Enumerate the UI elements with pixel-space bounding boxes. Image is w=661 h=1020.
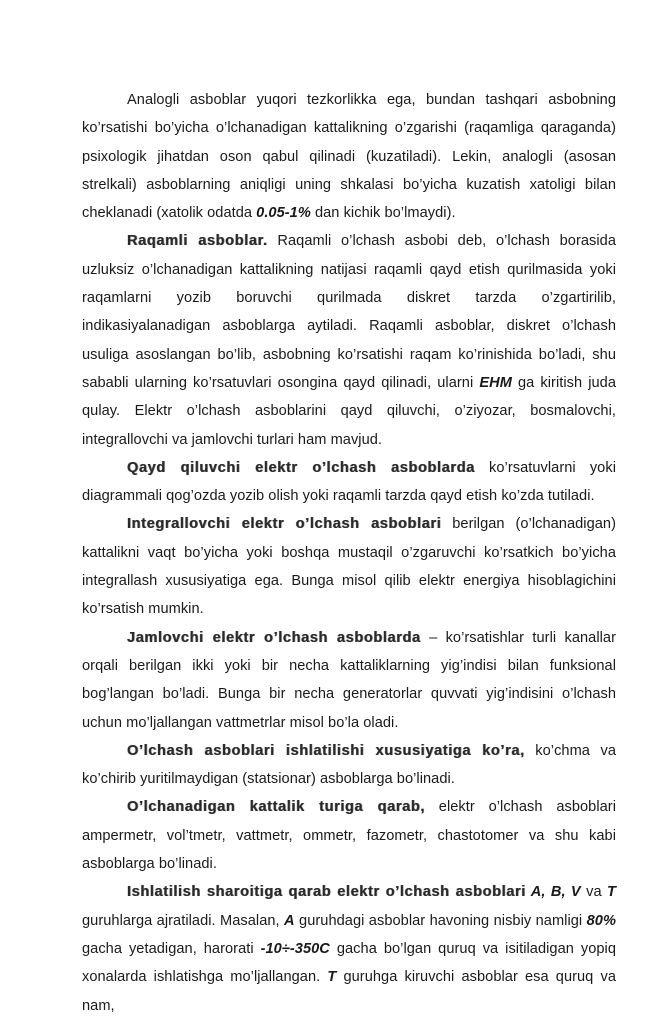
term-heading: Ishlatilish sharoitiga qarab elektr o’lchash asboblari bbox=[127, 884, 526, 901]
text: Analogli asboblar yuqori tezkorlikka ega, bundan tashqari asbobning ko’rsatishi bo’yicha o’lchanadigan kattalikning o’zgarishi (raqamliga qaraganda) psixologik jihatdan oson qabul qilinadi (kuzatiladi). Lekin, analogli (asosan strelkali) asboblarning aniqligi uning shkalasi bo’yicha kuzatish xatoligi bilan cheklanadi (xatolik odatda bbox=[82, 92, 616, 222]
paragraph-analog-instruments bbox=[82, 86, 616, 227]
text: Raqamli o’lchash asbobi deb, o’lchash borasida uzluksiz o’lchanadigan kattalikning natijasi raqamli qayd etish qurilmasida yoki raqamlarni yozib boruvchi qurilmada diskret tarzda o’zgartirilib, indikasiyalanadigan asboblarga aytiladi. Raqamli asboblar, diskret o’lchash usuliga asoslangan bo’lib, asbobning ko’rsatishi raqam ko’rinishida bo’ladi, shu sababli ularning ko’rsatuvlari osongina qayd qilinadi, ularni bbox=[82, 233, 616, 391]
group-t-label: T bbox=[607, 884, 616, 901]
paragraph-summing-instruments bbox=[82, 624, 616, 737]
text: – ko’rsatishlar turli kanallar orqali berilgan ikki yoki bir necha kattaliklarning yig’indisi bilan funksional bog’langan bo’ladi. Bunga bir necha generatorlar quvvati yig’indisini o’lchash uchun mo’ljallangan vattmetrlar misol bo’la oladi. bbox=[82, 629, 616, 731]
paragraph-integrating-instruments bbox=[82, 510, 616, 623]
term-heading: O’lchanadigan kattalik turiga qarab, bbox=[127, 799, 426, 816]
group-a-label: A bbox=[284, 912, 295, 929]
term-heading: Raqamli asboblar. bbox=[127, 233, 268, 250]
text: dan kichik bo’lmaydi). bbox=[310, 205, 456, 222]
document-body bbox=[82, 86, 616, 1020]
term-heading: Jamlovchi elektr o’lchash asboblarda bbox=[127, 629, 421, 646]
paragraph-recording-instruments bbox=[82, 454, 616, 511]
text: va bbox=[580, 884, 608, 901]
text: ko’rsatuvlarni yoki diagrammali qog’ozda yozib olish yoki raqamli tarzda qayd etish ko’zda tutiladi. bbox=[82, 459, 616, 505]
group-labels: A, B, V bbox=[525, 884, 581, 901]
term-ehm: EHM bbox=[479, 374, 512, 391]
paragraph-conditions-classification bbox=[82, 878, 616, 1019]
text: berilgan (o’lchanadigan) kattalikni vaqt bo’yicha yoki boshqa mustaqil o’zgaruvchi ko’rsatkich bo’yicha integrallash xususiyatiga ega. Bunga misol qilib elektr energiya hisoblagichini ko’rsatish mumkin. bbox=[82, 516, 617, 618]
text: guruhdagi asboblar havoning nisbiy namligi bbox=[294, 912, 587, 929]
group-t-label: T bbox=[327, 969, 337, 986]
text: guruhga kiruvchi asboblar esa quruq va nam, bbox=[82, 969, 616, 1014]
text: ga kiritish juda qulay. Elektr o’lchash asboblarini qayd qiluvchi, o’ziyozar, bosmalovchi, integrallovchi va jamlovchi turlari ham mavjud. bbox=[82, 374, 616, 448]
paragraph-digital-instruments bbox=[82, 227, 616, 453]
temperature-range: -10÷-350C bbox=[260, 940, 330, 957]
text: gacha bo’lgan quruq va isitiladigan yopiq xonalarda ishlatishga mo’ljallangan. bbox=[82, 940, 616, 986]
text: elektr o’lchash asboblari ampermetr, vol’tmetr, vattmetr, ommetr, fazometr, chastotomer va shu kabi asboblarga bo’linadi. bbox=[82, 799, 616, 873]
paragraph-quantity-classification bbox=[82, 793, 616, 878]
term-heading: O’lchash asboblari ishlatilishi xususiyatiga ko’ra, bbox=[127, 742, 525, 759]
term-heading: Integrallovchi elektr o’lchash asboblari bbox=[127, 516, 442, 533]
paragraph-usage-classification bbox=[82, 737, 616, 794]
term-heading: Qayd qiluvchi elektr o’lchash asboblarda bbox=[127, 459, 475, 476]
error-range: 0.05-1% bbox=[256, 205, 311, 222]
text: gacha yetadigan, harorati bbox=[82, 940, 261, 957]
text: ko’chma va ko’chirib yuritilmaydigan (statsionar) asboblarga bo’linadi. bbox=[82, 742, 616, 788]
humidity-value: 80% bbox=[586, 912, 616, 929]
text: guruhlarga ajratiladi. Masalan, bbox=[82, 912, 285, 929]
